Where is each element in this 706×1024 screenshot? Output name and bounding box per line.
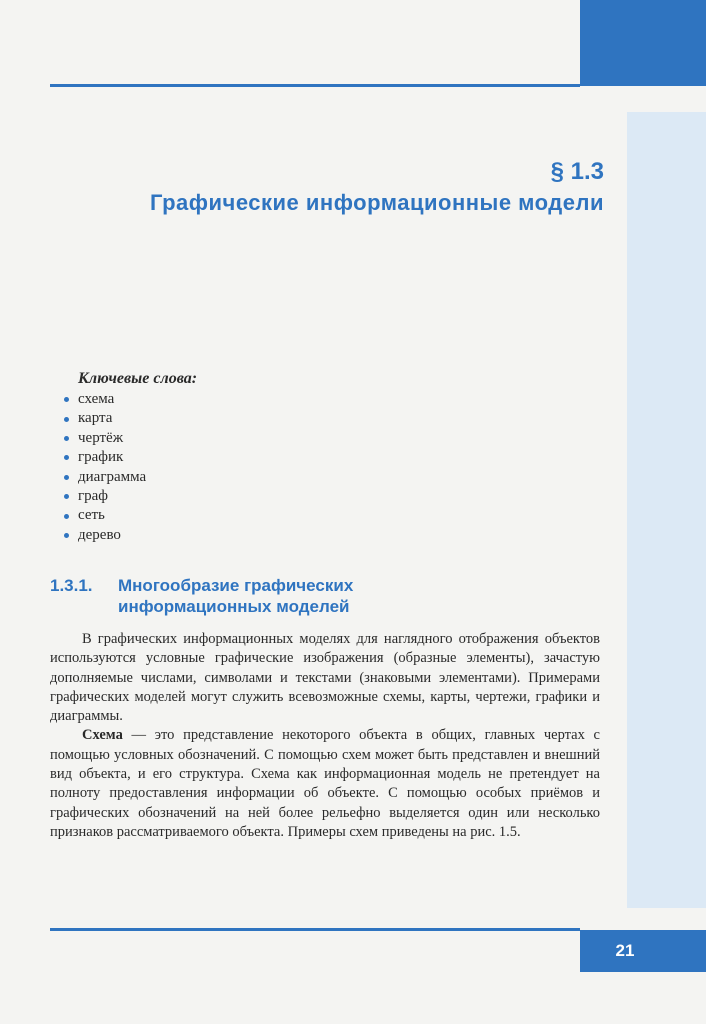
keywords-list bbox=[64, 390, 197, 545]
term-schema: Схема bbox=[82, 727, 123, 744]
side-panel bbox=[627, 112, 706, 908]
keyword-item bbox=[64, 526, 197, 545]
footer-rule bbox=[50, 928, 580, 931]
keyword-text: сеть bbox=[78, 507, 105, 524]
section-title: Графические информационные модели bbox=[149, 190, 604, 215]
bullet-icon bbox=[64, 514, 69, 519]
keyword-text: граф bbox=[78, 488, 109, 505]
paragraph-1: В графических информационных моделях для наглядного отображения объектов используются условные графические изображения (образные элементы), зачастую дополняемые числами, символами и текстами (знаковыми элементами). Примерами графических моделей могут служить всевозможные схемы, карты, чертежи, графики и диаграммы. bbox=[50, 631, 600, 725]
keyword-item bbox=[64, 429, 197, 448]
keyword-item bbox=[64, 409, 197, 428]
keyword-text: диаграмма bbox=[78, 468, 147, 485]
subsection-title-line2: информационных моделей bbox=[118, 597, 350, 616]
keyword-item bbox=[64, 468, 197, 487]
header-color-block bbox=[580, 0, 706, 86]
bullet-icon bbox=[64, 397, 69, 402]
section-number: § 1.3 bbox=[550, 158, 604, 185]
subsection-title-text: Многообразие графических bbox=[118, 576, 354, 595]
bullet-icon bbox=[64, 436, 69, 441]
subsection-number: 1.3.1. bbox=[50, 576, 93, 595]
keyword-item bbox=[64, 390, 197, 409]
bullet-icon bbox=[64, 475, 69, 480]
header-rule bbox=[50, 84, 580, 87]
page-number: 21 bbox=[615, 941, 635, 960]
subsection-title-line1 bbox=[50, 575, 353, 596]
keywords-heading: Ключевые слова: bbox=[78, 370, 198, 387]
keyword-text: карта bbox=[78, 410, 113, 427]
keyword-item bbox=[64, 506, 197, 525]
subsection-heading bbox=[50, 575, 353, 617]
paragraph-2 bbox=[50, 726, 600, 842]
paragraph-2-text: — это представление некоторого объекта в общих, главных чертах с помощью условных обозначений. С помощью схем может быть представлен и внешний вид объекта, и его структура. Схема как информационная модель не претендует на полноту предоставления информации об объекте. С помощью особых приёмов и графических обозначений на ней более рельефно выделяется один или несколько признаков рассматриваемого объекта. Примеры схем приведены на рис. 1.5. bbox=[50, 727, 600, 840]
keyword-text: дерево bbox=[78, 526, 121, 543]
body-text bbox=[50, 630, 600, 842]
bullet-icon bbox=[64, 494, 69, 499]
keyword-text: график bbox=[78, 449, 124, 466]
keyword-item bbox=[64, 487, 197, 506]
keyword-text: схема bbox=[78, 391, 115, 407]
bullet-icon bbox=[64, 417, 69, 422]
bullet-icon bbox=[64, 533, 69, 538]
keywords-block bbox=[64, 370, 197, 545]
keyword-item bbox=[64, 448, 197, 467]
bullet-icon bbox=[64, 455, 69, 460]
keyword-text: чертёж bbox=[78, 429, 124, 446]
